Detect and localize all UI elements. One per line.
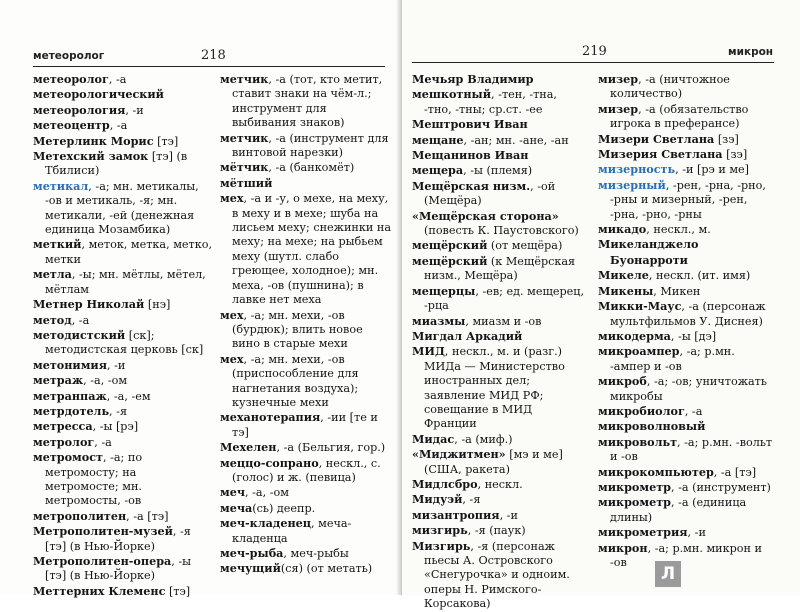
entry-headword: мещане <box>412 132 464 147</box>
entry-headword: мётчик <box>220 160 269 175</box>
dictionary-entry <box>33 134 213 149</box>
dictionary-entry <box>33 524 213 554</box>
right-header-rule <box>412 62 774 63</box>
entry-definition: , -а (миф.) <box>454 432 513 446</box>
dictionary-entry <box>33 554 213 584</box>
entry-definition: , -а; мн. мехи, -ов (бурдюк); влить новое вино в старые мехи <box>232 308 363 351</box>
dictionary-entry <box>412 72 588 87</box>
dictionary-entry <box>33 584 213 599</box>
entry-definition: , -а; мн. метикалы, -ов и метикаль, -я; мн. метикали, -ей (денежная единица Мозамбика) <box>45 179 199 237</box>
entry-definition: , -ой (Мещёра) <box>424 179 556 208</box>
entry-definition: , -и <box>687 526 706 540</box>
entry-definition: , нескл., с. (голос) и ж. (певица) <box>232 456 381 484</box>
entry-definition: , -а, -ем <box>106 389 151 403</box>
entry-headword: Мидас <box>412 431 455 446</box>
entry-definition: (сь) деепр. <box>252 501 316 515</box>
entry-headword: микрометр <box>598 479 671 494</box>
dictionary-entry <box>412 477 588 492</box>
entry-definition: , -а <box>71 313 90 327</box>
dictionary-entry <box>412 238 588 253</box>
entry-definition: , -а, -ом <box>83 374 128 388</box>
entry-definition: [зэ] <box>722 148 748 162</box>
entry-definition: , меча-кладенца <box>232 517 352 545</box>
entry-headword: метромост <box>33 450 103 465</box>
entry-definition: [мэ и ме] (США, ракета) <box>424 448 563 476</box>
entry-definition: , -а (банкомёт) <box>268 161 355 175</box>
dictionary-entry <box>598 178 778 222</box>
dictionary-entry <box>33 72 213 87</box>
dictionary-entry <box>412 179 588 209</box>
dictionary-entry <box>412 492 588 507</box>
entry-headword: метонимия <box>33 357 107 372</box>
dictionary-entry <box>220 516 392 546</box>
entry-headword: меч-кладенец <box>220 516 312 531</box>
dictionary-entry <box>598 132 778 147</box>
dictionary-entry <box>220 160 392 175</box>
dictionary-entry <box>598 147 778 162</box>
dictionary-entry <box>33 118 213 133</box>
dictionary-entry <box>33 87 213 102</box>
entry-headword: мизерность <box>598 162 676 177</box>
dictionary-entry <box>412 508 588 523</box>
entry-headword: микровольт <box>598 434 678 449</box>
entry-headword: меч-рыба <box>220 546 284 560</box>
entry-headword: Мештрович Иван <box>412 117 528 132</box>
entry-headword: метеоролог <box>33 72 109 86</box>
dictionary-entry <box>412 117 588 132</box>
dictionary-entry <box>33 297 213 312</box>
entry-definition: , меток, метка, метко, метки <box>45 238 212 266</box>
entry-definition: , -а; р.мн. микрон и -ов <box>610 541 762 569</box>
entry-headword: Меттерних Клеменс <box>33 583 166 598</box>
right-page <box>402 0 800 611</box>
dictionary-entry <box>33 358 213 373</box>
entry-headword: мещёрский <box>412 253 488 268</box>
dictionary-entry <box>598 72 778 102</box>
entry-headword: мех <box>220 307 244 322</box>
dictionary-entry <box>412 447 588 477</box>
entry-definition: , нескл., м. <box>646 223 711 237</box>
entry-definition: , -а (инструмент) <box>670 480 771 494</box>
entry-headword: метрополитен <box>33 508 127 523</box>
entry-definition: , -ев; ед. мещерец, -рца <box>424 284 585 313</box>
entry-definition: , -тен, -тна, -тно, -тны; ср.ст. -ее <box>424 88 557 116</box>
dictionary-entry <box>598 329 778 344</box>
dictionary-entry <box>220 308 392 352</box>
entry-headword: микрон <box>598 540 648 555</box>
dictionary-entry <box>598 525 778 540</box>
entry-headword: мешкотный <box>412 87 492 102</box>
entry-definition: , -а <box>109 119 128 133</box>
dictionary-entry <box>220 410 392 440</box>
dictionary-entry <box>33 419 213 434</box>
entry-headword: метеоцентр <box>33 118 110 133</box>
entry-headword: микробиолог <box>598 403 685 418</box>
entry-definition: , -и <box>125 103 144 117</box>
dictionary-entry <box>220 440 392 455</box>
entry-headword: мещера <box>412 163 464 178</box>
entry-definition: , -а; р.мн. -ампер и -ов <box>610 345 735 373</box>
entry-headword: Микеле <box>598 268 649 283</box>
entry-definition: , -ан; мн. -ане, -ан <box>463 133 569 147</box>
entry-headword: меча <box>220 500 253 515</box>
entry-definition: , -я (персонаж пьесы А. Островского «Снегурочка» и одноим. оперы Н. Римского-Корсакова) <box>424 539 570 611</box>
dictionary-entry <box>598 222 778 237</box>
dictionary-entry <box>220 176 392 191</box>
entry-definition: , -я <box>462 493 481 507</box>
entry-headword: мечущий <box>220 561 281 576</box>
entry-definition: (от мещёра) <box>487 239 563 253</box>
dictionary-entry <box>412 254 588 284</box>
dictionary-entry <box>33 404 213 419</box>
entry-headword: микрокомпьютер <box>598 464 714 479</box>
dictionary-entry <box>412 344 588 431</box>
entry-definition: [тэ] <box>165 584 191 598</box>
dictionary-entry <box>598 284 778 299</box>
right-column-2 <box>598 72 778 570</box>
entry-definition: , Микен <box>653 284 701 298</box>
dictionary-entry <box>598 268 778 283</box>
entry-definition: , -а <box>684 404 703 418</box>
entry-definition: , -а; р.мн. -вольт и -ов <box>610 435 773 464</box>
dictionary-entry <box>598 465 778 480</box>
entry-headword: миазмы <box>412 313 466 328</box>
dictionary-entry <box>598 344 778 374</box>
entry-definition: , -рен, -рна, -рно, -рны и мизерный, -рен, -рна, -рно, -рны <box>610 178 766 221</box>
dictionary-entry <box>33 313 213 328</box>
dictionary-entry <box>598 404 778 419</box>
entry-definition: , миазм и -ов <box>465 314 542 328</box>
left-column-2 <box>220 72 392 577</box>
dictionary-entry <box>598 237 778 268</box>
dictionary-entry <box>220 501 392 516</box>
entry-headword: Мизерия Светлана <box>598 147 723 162</box>
entry-definition: , -ы; мн. мётлы, мётел, мётлам <box>45 268 206 296</box>
entry-definition: [тэ] <box>153 134 179 148</box>
dictionary-entry <box>33 450 213 509</box>
entry-headword: МИД <box>412 344 445 359</box>
entry-definition: , -а (инструмент для винтовой нарезки) <box>232 131 389 160</box>
entry-headword: Мещёрская низм. <box>412 178 531 193</box>
entry-definition: , -ии [те и тэ] <box>232 411 378 439</box>
entry-headword: метролог <box>33 434 95 449</box>
dictionary-entry <box>412 87 588 117</box>
left-running-header: метеоролог <box>33 50 105 62</box>
entry-definition: , нескл., м. и (разг.) МИДа — Министерство иностранных дел; заявление МИД РФ; совещание в МИД Франции <box>424 345 565 431</box>
entry-headword: Мизери Светлана <box>598 131 715 146</box>
entry-headword: метрдотель <box>33 403 110 418</box>
entry-definition: , -а; мн. мехи, -ов (приспособление для нагнетания воздуха); кузнечные мехи <box>232 352 359 409</box>
dictionary-entry <box>33 435 213 450</box>
dictionary-entry <box>412 163 588 178</box>
left-column-1 <box>33 72 213 599</box>
entry-headword: «Миджитмен» <box>412 447 506 462</box>
entry-definition: [зэ] <box>714 132 739 146</box>
entry-definition: , -и <box>107 358 126 372</box>
entry-definition: (к Мещёрская низм., Мещёра) <box>424 254 576 283</box>
entry-headword: мизерный <box>598 177 666 192</box>
right-running-header: микрон <box>728 46 774 58</box>
dictionary-entry <box>598 299 778 329</box>
entry-headword: «Мещёрская сторона» <box>412 208 559 223</box>
right-page-number: 219 <box>582 44 607 59</box>
entry-definition: , -а [тэ] <box>126 509 169 523</box>
entry-definition: , -я [тэ] (в Нью-Йорке) <box>45 525 191 553</box>
dictionary-entry <box>598 495 778 525</box>
entry-definition: [тэ] (в Тбилиси) <box>45 150 188 178</box>
entry-headword: меткий <box>33 237 82 252</box>
entry-definition: , -а <box>94 435 112 449</box>
entry-headword: Мигдал Аркадий <box>412 328 523 343</box>
dictionary-entry <box>598 419 778 434</box>
entry-definition: (ся) (от метать) <box>280 562 373 576</box>
entry-headword: Микены <box>598 283 654 298</box>
entry-definition: , -а; -ов; уничтожать микробы <box>610 375 767 403</box>
entry-headword: метод <box>33 312 72 327</box>
entry-headword: Мидлсбро <box>412 476 478 491</box>
entry-headword: Мидуэй <box>412 492 463 507</box>
dictionary-entry <box>598 374 778 404</box>
entry-definition: , -а [тэ] <box>713 465 757 479</box>
entry-headword: Микки-Маус <box>598 299 682 314</box>
entry-headword: мещерцы <box>412 283 476 298</box>
entry-headword: Мехелен <box>220 440 277 455</box>
dictionary-entry <box>33 179 213 238</box>
dictionary-entry <box>220 191 392 307</box>
entry-headword: меццо-сопрано <box>220 455 319 470</box>
entry-headword: микодерма <box>598 328 671 343</box>
dictionary-entry <box>412 284 588 314</box>
entry-definition: , -ы [тэ] (в Нью-Йорке) <box>45 555 192 583</box>
entry-definition: , -я (паук) <box>467 524 526 538</box>
entry-headword: метеорология <box>33 102 126 117</box>
left-page-number: 218 <box>201 48 226 63</box>
left-page <box>0 0 398 598</box>
dictionary-entry <box>33 328 213 358</box>
entry-headword: метранпаж <box>33 388 107 403</box>
entry-definition: , -я <box>109 404 127 418</box>
dictionary-entry <box>33 509 213 524</box>
entry-headword: мётший <box>220 175 273 190</box>
dictionary-entry <box>412 133 588 148</box>
entry-headword: метла <box>33 267 72 282</box>
dictionary-entry <box>33 149 213 179</box>
entry-definition: (повесть К. Паустовского) <box>424 224 579 238</box>
entry-definition: , меч-рыбы <box>283 547 349 560</box>
entry-headword: меч <box>220 485 246 500</box>
entry-definition: , -а (Бельгия, гор.) <box>276 441 386 455</box>
right-column-1 <box>412 72 588 612</box>
entry-definition: , -а (единица длины) <box>610 496 747 524</box>
dictionary-entry <box>220 456 392 486</box>
entry-headword: метеорологический <box>33 87 164 102</box>
entry-headword: мизер <box>598 101 639 116</box>
entry-headword: микрометрия <box>598 525 688 540</box>
entry-definition: , -ы [рэ] <box>92 420 139 434</box>
entry-headword: метраж <box>33 373 84 388</box>
dictionary-entry <box>220 72 392 131</box>
entry-headword: механотерапия <box>220 410 321 425</box>
dictionary-entry <box>412 329 588 344</box>
entry-headword: мизер <box>598 72 639 86</box>
dictionary-entry <box>220 485 392 500</box>
publisher-logo-icon: Л <box>655 561 681 587</box>
entry-headword: метресса <box>33 419 93 434</box>
entry-definition: , нескл. (ит. имя) <box>648 269 751 283</box>
entry-headword: Метерлинк Морис <box>33 133 154 148</box>
dictionary-entry <box>598 541 778 571</box>
dictionary-entry <box>220 352 392 411</box>
entry-headword: Метехский замок <box>33 149 149 164</box>
entry-definition: , -а (обязательство игрока в преферансе) <box>610 102 749 131</box>
entry-headword: методистский <box>33 327 126 342</box>
entry-headword: мещёрский <box>412 238 488 253</box>
entry-definition: , нескл. <box>477 477 523 491</box>
entry-definition: , -а и -у, о мехе, на меху, в меху и в мехе; шуба на лисьем меху; снежинки на меху; на мехе; на рыбьем меху (шутл. слабо греющее, холодное); мн. меха, -ов (пушнина); в лавке нет меха <box>232 192 392 307</box>
dictionary-entry <box>412 432 588 447</box>
entry-headword: мизгирь <box>412 523 468 538</box>
entry-definition: , -а <box>108 73 127 86</box>
entry-definition: [ск]; методистская церковь [ск] <box>45 328 204 357</box>
entry-headword: микроб <box>598 374 647 389</box>
entry-definition: , -а; по метромосту; на метромосте; мн. метромосты, -ов <box>45 451 143 508</box>
dictionary-entry <box>412 148 588 163</box>
entry-definition: [нэ] <box>144 298 171 312</box>
entry-definition: , -и [рэ и ме] <box>675 163 750 177</box>
entry-headword: Микеланджело Буонарроти <box>598 237 699 267</box>
entry-headword: мех <box>220 351 244 366</box>
entry-headword: Метнер Николай <box>33 297 145 312</box>
entry-headword: метчик <box>220 130 269 145</box>
dictionary-entry <box>412 209 588 239</box>
entry-definition: , -а (тот, кто метит, ставит знаки на чём-л.; инструмент для выбивания знаков) <box>232 73 383 130</box>
dictionary-entry <box>412 539 588 612</box>
entry-headword: метикал <box>33 178 89 193</box>
entry-headword: микроволновый <box>598 419 706 434</box>
entry-headword: мизантропия <box>412 507 500 522</box>
entry-definition: , -а (персонаж мультфильмов У. Диснея) <box>610 300 766 328</box>
dictionary-entry <box>220 546 392 561</box>
entry-headword: микрометр <box>598 495 671 510</box>
left-header-rule <box>33 66 385 67</box>
entry-headword: Метрополитен-опера <box>33 554 172 568</box>
dictionary-entry <box>33 267 213 297</box>
dictionary-entry <box>598 102 778 132</box>
entry-headword: Мизгирь <box>412 538 471 553</box>
dictionary-entry <box>598 435 778 465</box>
entry-headword: микадо <box>598 222 647 237</box>
dictionary-entry <box>33 103 213 118</box>
entry-definition: , -ы [дэ] <box>670 329 717 343</box>
dictionary-entry <box>33 389 213 404</box>
entry-headword: Мечьяр Владимир <box>412 72 534 86</box>
dictionary-entry <box>412 523 588 538</box>
dictionary-entry <box>412 314 588 329</box>
dictionary-entry <box>33 373 213 388</box>
entry-headword: метчик <box>220 72 269 86</box>
entry-definition: , -ы (племя) <box>463 164 533 178</box>
entry-definition: , -а, -ом <box>245 486 289 500</box>
dictionary-entry <box>598 480 778 495</box>
entry-definition: , -а (ничтожное количество) <box>610 73 730 101</box>
entry-headword: микроампер <box>598 344 680 359</box>
dictionary-entry <box>220 131 392 161</box>
dictionary-entry <box>220 561 392 576</box>
dictionary-entry <box>33 237 213 267</box>
entry-headword: мех <box>220 191 244 206</box>
entry-definition: , -и <box>499 508 518 522</box>
entry-headword: Мещанинов Иван <box>412 148 529 163</box>
entry-headword: Метрополитен-музей <box>33 524 173 539</box>
dictionary-entry <box>598 162 778 177</box>
